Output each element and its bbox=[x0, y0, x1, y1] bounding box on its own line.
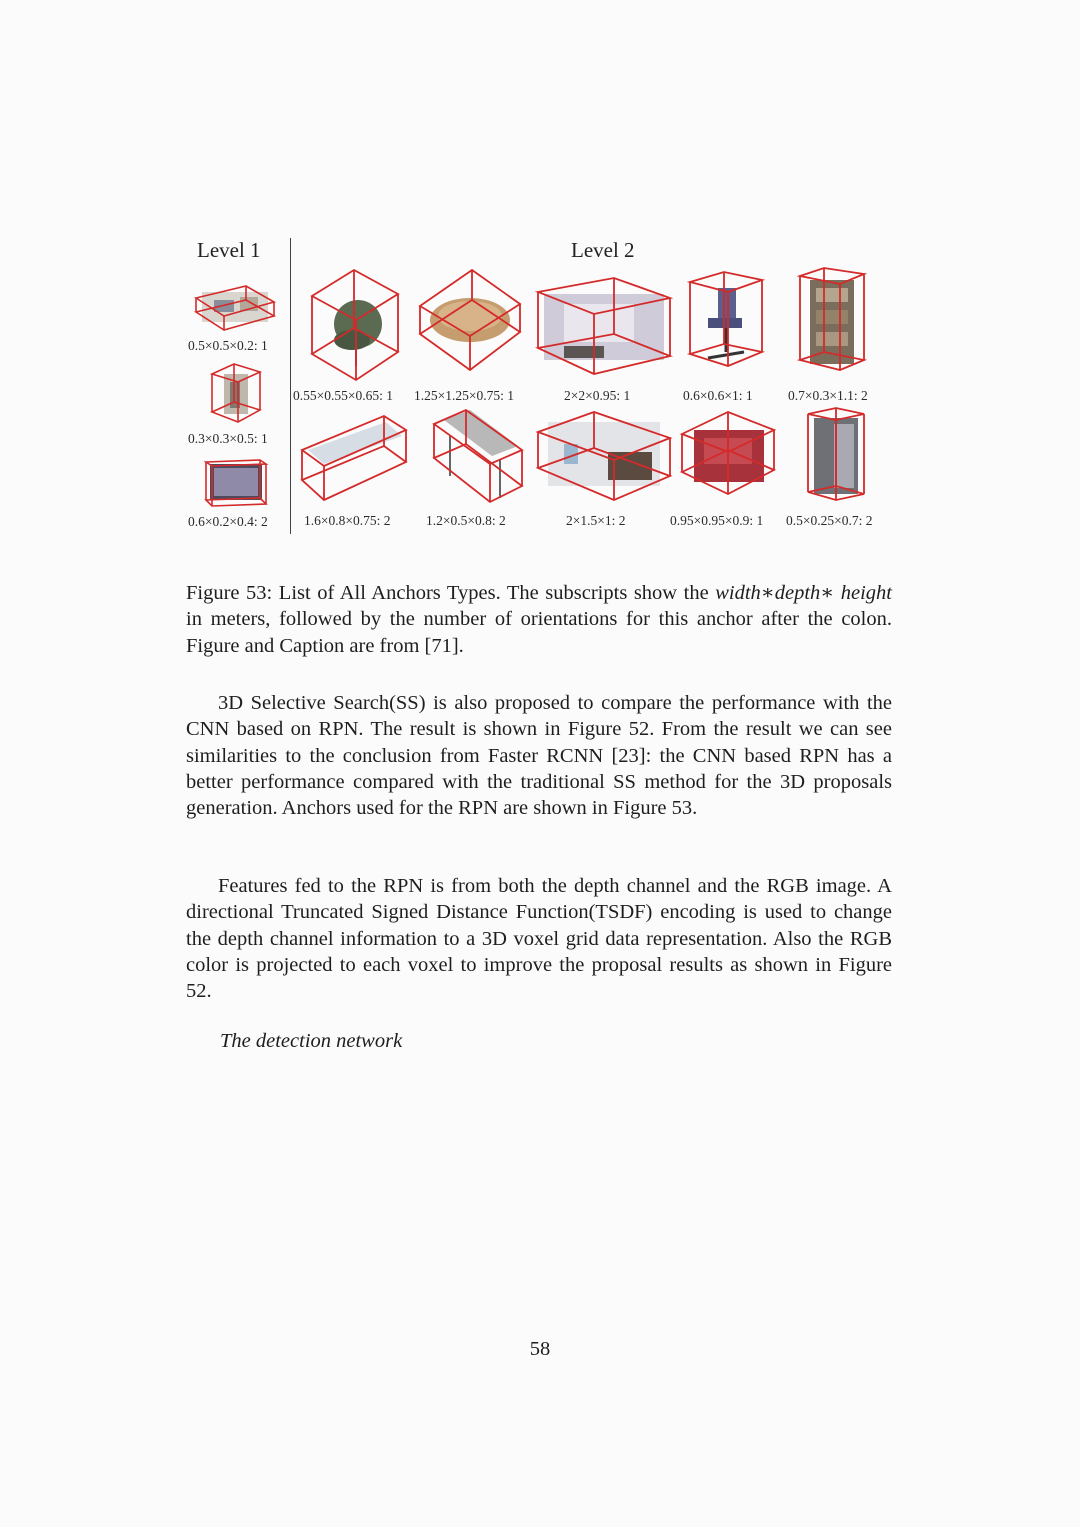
label-level2-row1-1: 0.55×0.55×0.65: 1 bbox=[293, 388, 393, 403]
level1-title: Level 1 bbox=[197, 238, 261, 262]
anchor-thumb-level1-1 bbox=[192, 282, 278, 334]
label-level2-row2-4: 0.95×0.95×0.9: 1 bbox=[670, 513, 764, 528]
anchor-thumb-level2-3 bbox=[534, 274, 674, 378]
label-level2-row2-2: 1.2×0.5×0.8: 2 bbox=[426, 513, 506, 528]
caption-rest: in meters, followed by the number of orientations for this anchor after the colon. Figure and Caption are from [71]. bbox=[186, 608, 892, 657]
anchor-thumb-level2-1 bbox=[308, 268, 402, 384]
label-level1-3: 0.6×0.2×0.4: 2 bbox=[188, 514, 268, 529]
label-level2-row1-3: 2×2×0.95: 1 bbox=[564, 388, 631, 403]
level2-title: Level 2 bbox=[571, 238, 635, 262]
body-paragraph-1: 3D Selective Search(SS) is also proposed to compare the performance with the CNN based on RPN. The result is shown in Figure 52. From the result we can see similarities to the conclusion from Faster RCNN [23]: the CNN based RPN has a better performance compared with the traditional SS method for the 3D proposals generation. Anchors used for the RPN are shown in Figure 53. bbox=[186, 692, 892, 820]
label-level2-row2-5: 0.5×0.25×0.7: 2 bbox=[786, 513, 873, 528]
anchor-thumb-level1-3 bbox=[200, 456, 270, 508]
label-level1-1: 0.5×0.5×0.2: 1 bbox=[188, 338, 268, 353]
page-number: 58 bbox=[529, 1338, 551, 1360]
anchor-thumb-level2-8 bbox=[534, 408, 674, 504]
label-level2-row1-4: 0.6×0.6×1: 1 bbox=[683, 388, 753, 403]
anchor-thumb-level2-6 bbox=[298, 410, 410, 506]
caption-lead: Figure 53: List of All Anchors Types. The subscripts show the bbox=[186, 582, 716, 604]
caption-math-1: width∗depth∗ bbox=[715, 582, 835, 604]
body-paragraph-2: Features fed to the RPN is from both the depth channel and the RGB image. A directional Truncated Signed Distance Function(TSDF) encoding is used to change the depth channel information to a 3D voxel grid data representation. Also the RGB color is projected to each voxel to improve the proposal results as shown in Figure 52. bbox=[186, 875, 892, 1003]
label-level1-2: 0.3×0.3×0.5: 1 bbox=[188, 431, 268, 446]
label-level2-row1-5: 0.7×0.3×1.1: 2 bbox=[788, 388, 868, 403]
level-divider bbox=[290, 238, 291, 534]
anchor-thumb-level2-4 bbox=[684, 268, 768, 372]
subheading: The detection network bbox=[220, 1030, 403, 1052]
label-level2-row1-2: 1.25×1.25×0.75: 1 bbox=[414, 388, 514, 403]
anchor-thumb-level2-2 bbox=[416, 266, 524, 376]
anchors-figure bbox=[186, 232, 896, 537]
anchor-thumb-level2-9 bbox=[678, 408, 778, 500]
caption-math-2: height bbox=[840, 582, 893, 604]
anchor-thumb-level2-7 bbox=[430, 406, 526, 506]
label-level2-row2-1: 1.6×0.8×0.75: 2 bbox=[304, 513, 391, 528]
anchor-thumb-level2-10 bbox=[804, 404, 868, 504]
anchor-thumb-level1-2 bbox=[208, 360, 264, 426]
anchor-thumb-level2-5 bbox=[794, 264, 870, 376]
label-level2-row2-3: 2×1.5×1: 2 bbox=[566, 513, 626, 528]
figure-caption bbox=[186, 580, 892, 659]
